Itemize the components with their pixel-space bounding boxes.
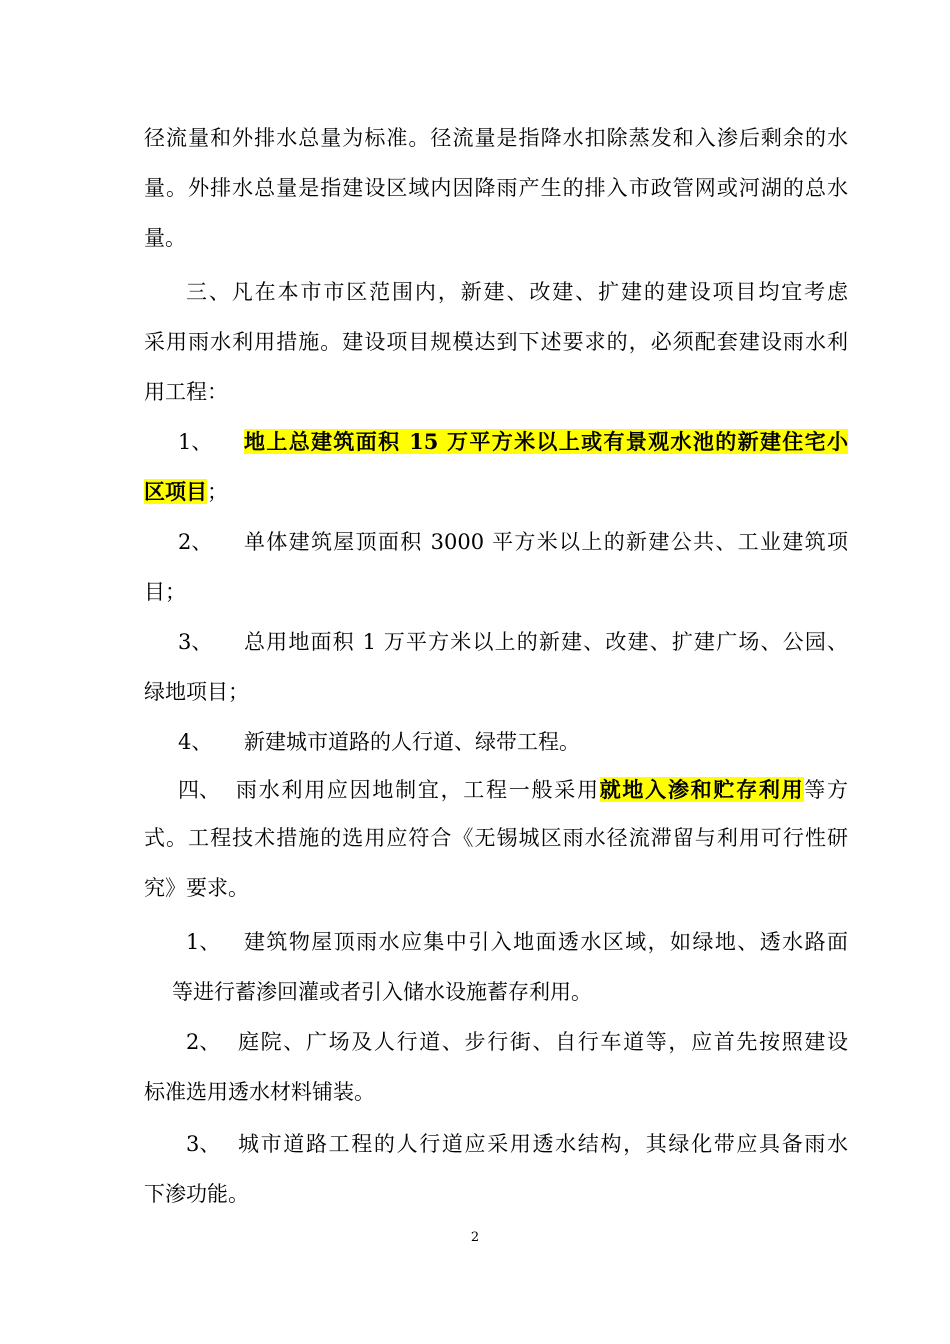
paragraph-line: 量。 (144, 226, 186, 250)
list-number: 1、 (178, 430, 213, 454)
paragraph-line: 用工程： (144, 380, 228, 404)
paragraph-line: 城市道路工程的人行道应采用透水结构，其绿化带应具备雨水 (238, 1132, 848, 1156)
paragraph-line: 式。工程技术措施的选用应符合《无锡城区雨水径流滞留与利用可行性研 (144, 826, 848, 850)
paragraph-line: 等进行蓄渗回灌或者引入储水设施蓄存利用。 (172, 980, 592, 1004)
paragraph-line: 新建城市道路的人行道、绿带工程。 (244, 730, 580, 754)
paragraph-line: 庭院、广场及人行道、步行街、自行车道等，应首先按照建设 (238, 1030, 848, 1054)
paragraph-line: 采用雨水利用措施。建设项目规模达到下述要求的，必须配套建设雨水利 (144, 330, 848, 354)
highlighted-text: 区项目 (144, 479, 207, 504)
paragraph-line: 径流量和外排水总量为标准。径流量是指降水扣除蒸发和入渗后剩余的水 (144, 126, 848, 150)
paragraph-line: 建筑物屋顶雨水应集中引入地面透水区域，如绿地、透水路面 (244, 930, 848, 954)
page-number: 2 (470, 1230, 480, 1245)
highlighted-text: 就地入渗和贮存利用 (599, 777, 805, 802)
paragraph-line: 目； (144, 580, 186, 604)
list-number: 2、 (178, 530, 213, 554)
paragraph-line: 下渗功能。 (144, 1182, 249, 1206)
paragraph-line: 区项目； (144, 479, 228, 504)
list-number: 3、 (178, 630, 213, 654)
highlighted-text: 地上总建筑面积 15 万平方米以上或有景观水池的新建住宅小 (244, 429, 848, 454)
paragraph-line: 标准选用透水材料铺装。 (144, 1080, 375, 1104)
paragraph-line: 总用地面积 1 万平方米以上的新建、改建、扩建广场、公园、 (244, 630, 848, 654)
list-number: 2、 (186, 1030, 221, 1054)
paragraph-line: 究》要求。 (144, 876, 249, 900)
paragraph-line: 三、凡在本市市区范围内，新建、改建、扩建的建设项目均宜考虑 (186, 280, 848, 304)
list-number: 4、 (178, 730, 213, 754)
list-number: 1、 (186, 930, 221, 954)
paragraph-line: 绿地项目； (144, 680, 249, 704)
paragraph-line: 单体建筑屋顶面积 3000 平方米以上的新建公共、工业建筑项 (244, 530, 848, 554)
paragraph-line: 量。外排水总量是指建设区域内因降雨产生的排入市政管网或河湖的总水 (144, 176, 848, 200)
list-number: 四、 (178, 778, 220, 802)
paragraph-line: 雨水利用应因地制宜，工程一般采用就地入渗和贮存利用等方 (236, 777, 849, 802)
list-number: 3、 (186, 1132, 221, 1156)
